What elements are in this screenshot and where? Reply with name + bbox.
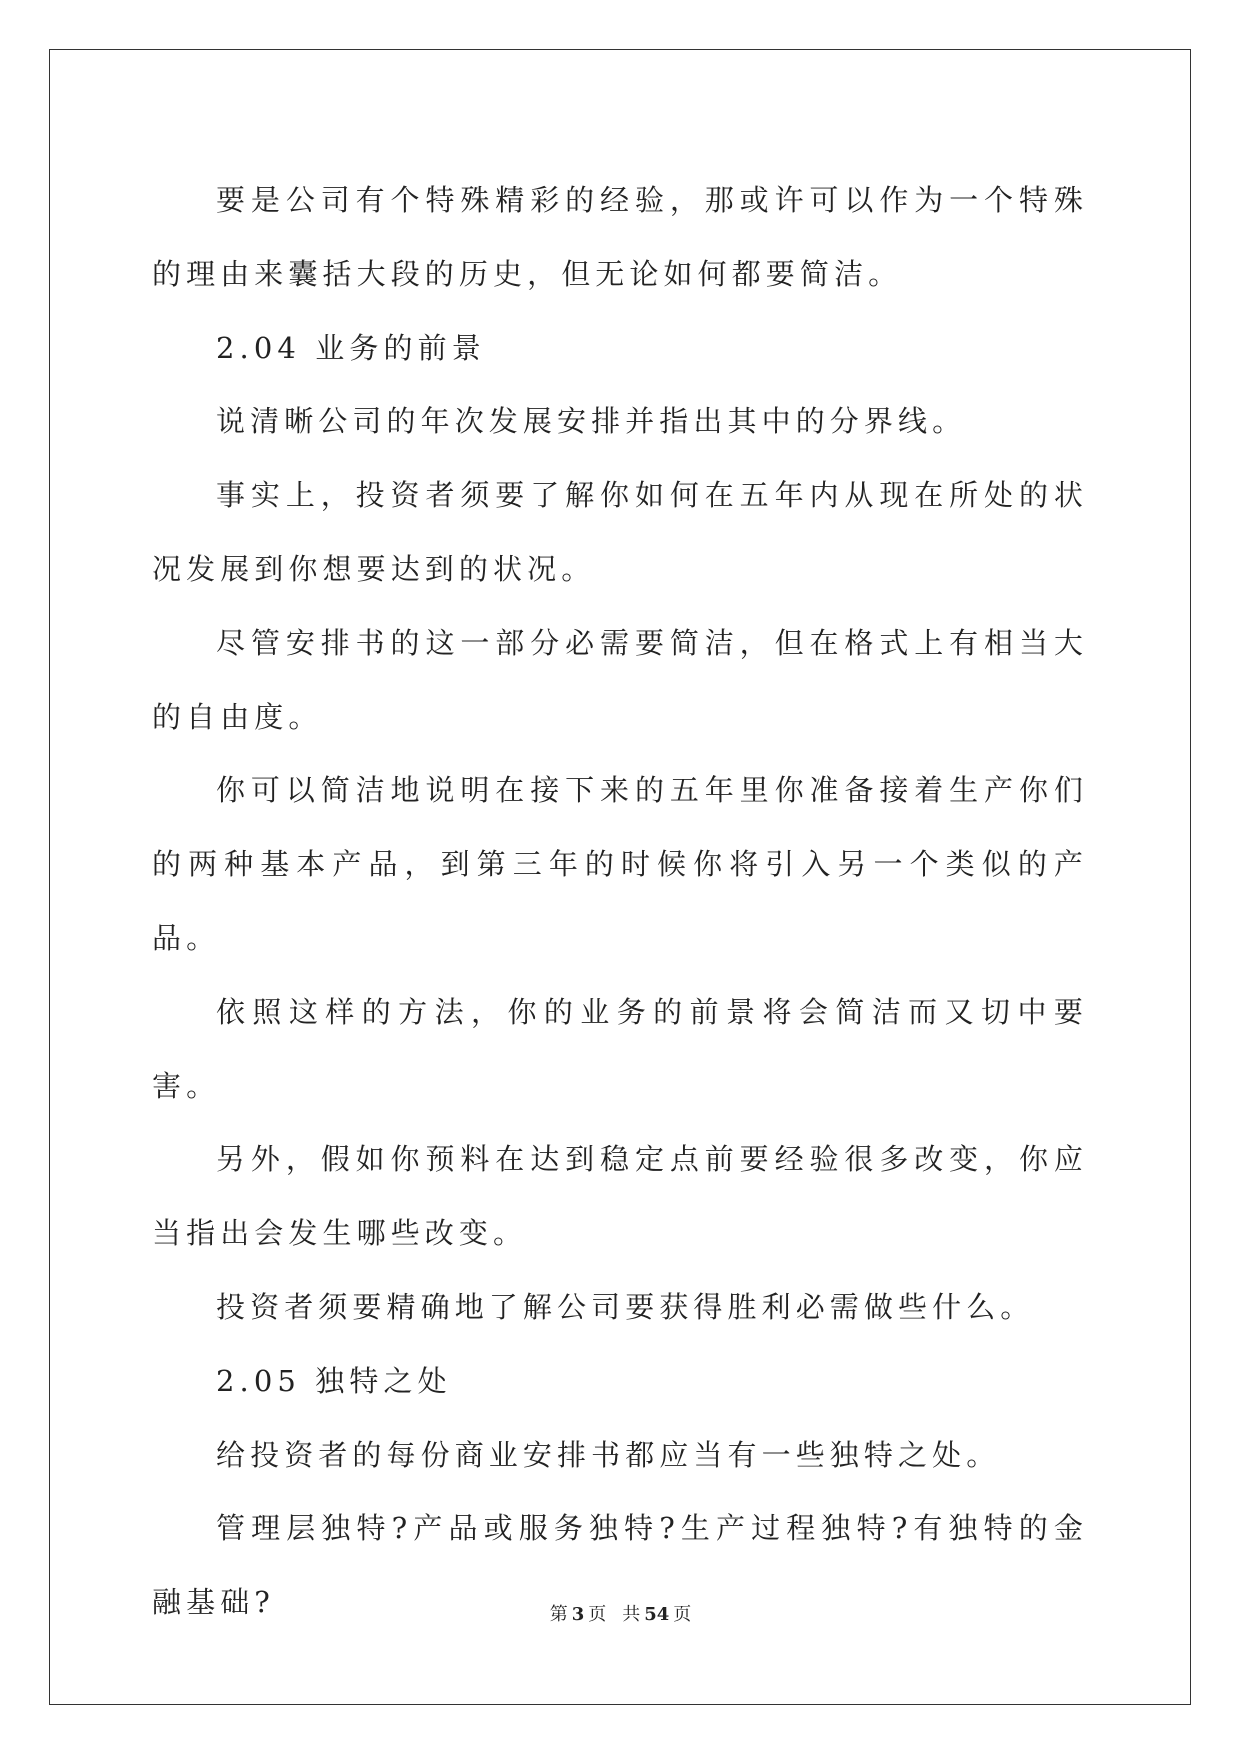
paragraph: 另外，假如你预料在达到稳定点前要经验很多改变，你应当指出会发生哪些改变。 bbox=[152, 1142, 1088, 1251]
total-pages: 54 bbox=[644, 1604, 670, 1625]
paragraph: 尽管安排书的这一部分必需要简洁，但在格式上有相当大的自由度。 bbox=[152, 625, 1088, 734]
paragraph: 给投资者的每份商业安排书都应当有一些独特之处。 bbox=[216, 1437, 1001, 1472]
paragraph: 你可以简洁地说明在接下来的五年里你准备接着生产你们的两种基本产品，到第三年的时候你将引入另一个类似的产品。 bbox=[152, 773, 1088, 955]
paragraph: 投资者须要精确地了解公司要获得胜利必需做些什么。 bbox=[216, 1289, 1035, 1324]
section-heading: 2.04 业务的前景 bbox=[216, 330, 486, 365]
page-prefix: 第 bbox=[549, 1604, 568, 1625]
paragraph: 事实上，投资者须要了解你如何在五年内从现在所处的状况发展到你想要达到的状况。 bbox=[152, 478, 1088, 586]
total-suffix: 页 bbox=[673, 1604, 692, 1625]
page-footer bbox=[0, 1600, 1241, 1626]
paragraph: 要是公司有个特殊精彩的经验，那或许可以作为一个特殊的理由来囊括大段的历史，但无论如何都要简洁。 bbox=[152, 183, 1088, 291]
paragraph: 说清晰公司的年次发展安排并指出其中的分界线。 bbox=[216, 404, 967, 439]
document-body bbox=[152, 164, 1088, 1640]
page-number: 3 bbox=[571, 1604, 585, 1625]
total-prefix: 共 bbox=[622, 1604, 641, 1625]
section-heading: 2.05 独特之处 bbox=[216, 1363, 452, 1398]
paragraph: 依照这样的方法，你的业务的前景将会简洁而又切中要害。 bbox=[152, 994, 1088, 1103]
page-suffix: 页 bbox=[588, 1604, 607, 1625]
paragraph: 管理层独特?产品或服务独特?生产过程独特?有独特的金融基础? bbox=[152, 1511, 1088, 1620]
